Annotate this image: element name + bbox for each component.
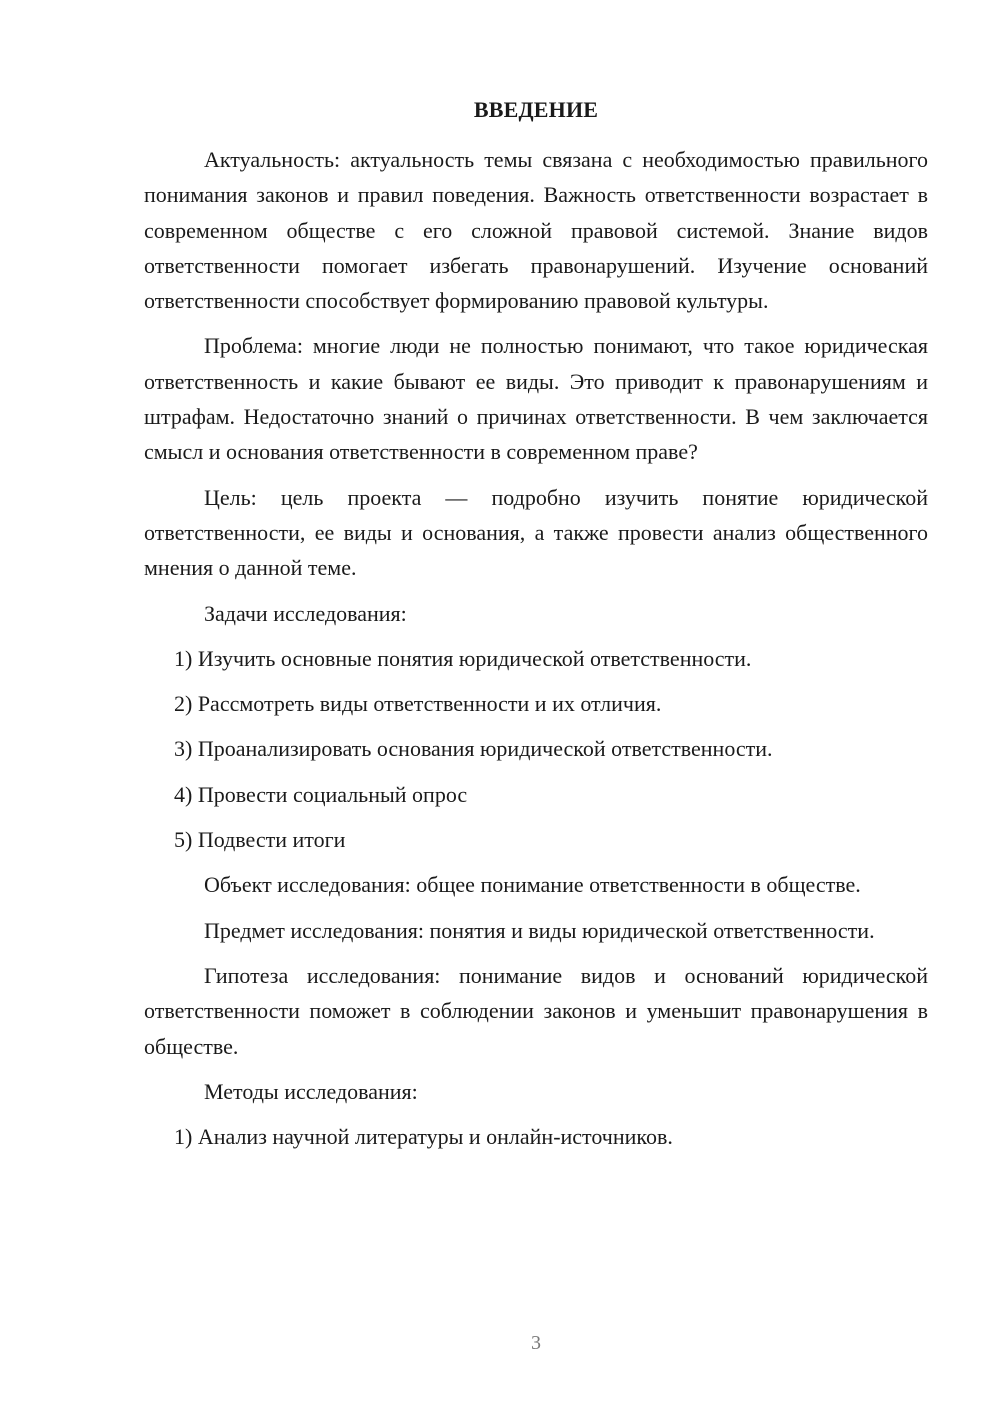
- object-paragraph: Объект исследования: общее понимание ответственности в обществе.: [204, 872, 861, 898]
- task-item: 2) Рассмотреть виды ответственности и их отличия.: [174, 691, 662, 717]
- section-heading: ВВЕДЕНИЕ: [473, 97, 599, 122]
- tasks-list: [144, 641, 928, 857]
- page-number: 3: [531, 1332, 541, 1354]
- relevance-paragraph: Актуальность: актуальность темы связана с необходимостью правильного понимания законов и правил поведения. Важность ответственности возрастает в современном обществе с его сложной правовой системой. Знание видов ответственности помогает избегать правонарушений. Изучение оснований ответственности способствует формированию правовой культуры.: [144, 147, 928, 314]
- method-item: 1) Анализ научной литературы и онлайн-источников.: [174, 1124, 673, 1150]
- subject-paragraph: Предмет исследования: понятия и виды юридической ответственности.: [204, 917, 875, 943]
- task-item: 1) Изучить основные понятия юридической ответственности.: [174, 645, 752, 671]
- tasks-label: Задачи исследования:: [204, 600, 407, 626]
- methods-label: Методы исследования:: [204, 1078, 418, 1104]
- hypothesis-paragraph: Гипотеза исследования: понимание видов и оснований юридической ответственности поможет в соблюдении законов и уменьшит правонарушения в обществе.: [144, 962, 928, 1059]
- task-item: 4) Провести социальный опрос: [174, 781, 468, 807]
- methods-list: [144, 1119, 928, 1154]
- goal-paragraph: Цель: цель проекта — подробно изучить понятие юридической ответственности, ее виды и основания, а также провести анализ общественного мнения о данной теме.: [144, 484, 928, 581]
- problem-paragraph: Проблема: многие люди не полностью понимают, что такое юридическая ответственность и какие бывают ее виды. Это приводит к правонарушениям и штрафам. Недостаточно знаний о причинах ответственности. В чем заключается смысл и основания ответственности в современном праве?: [144, 333, 928, 465]
- document-page: [144, 92, 928, 1164]
- task-item: 5) Подвести итоги: [174, 827, 346, 853]
- task-item: 3) Проанализировать основания юридической ответственности.: [174, 736, 773, 762]
